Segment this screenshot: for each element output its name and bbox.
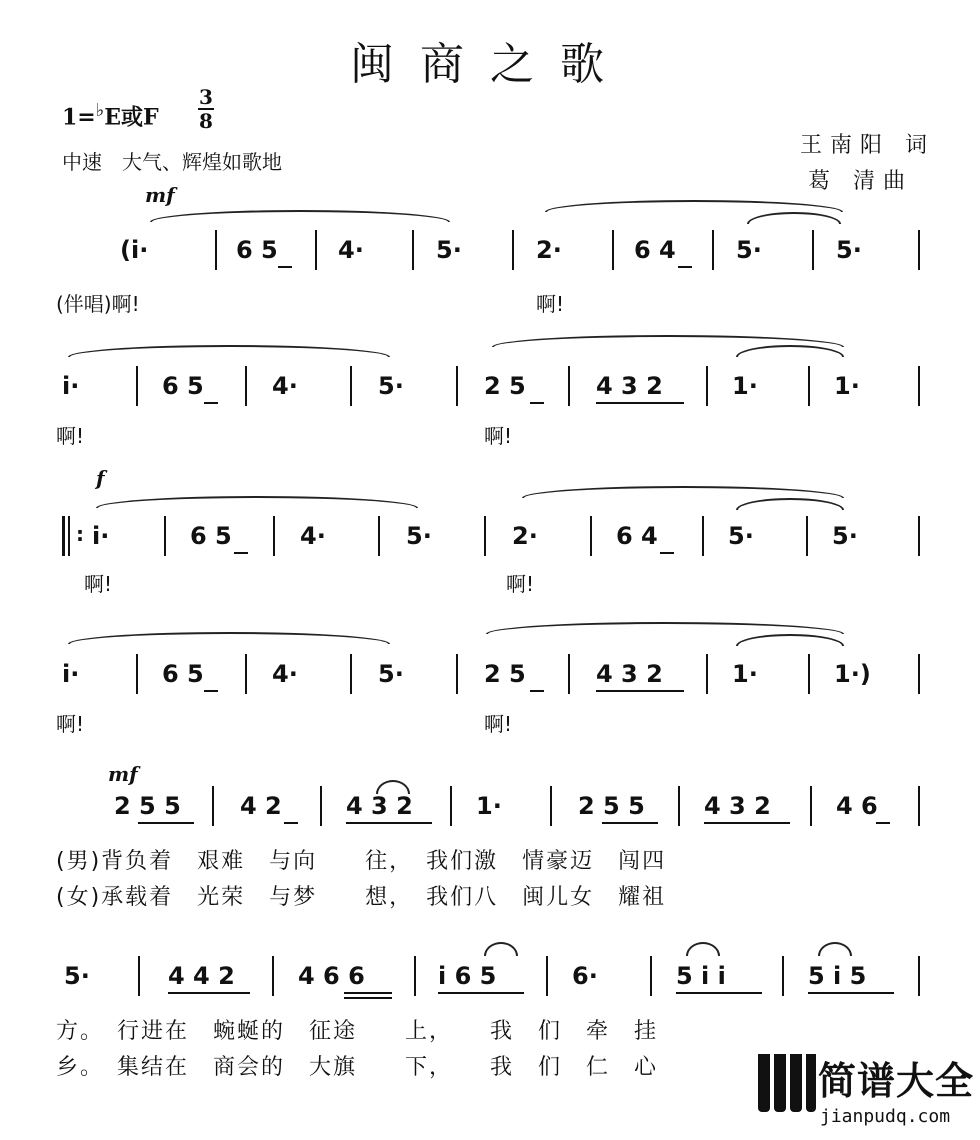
measure: 4·	[338, 236, 364, 264]
piano-icon	[758, 1054, 816, 1112]
measure: 4 6	[836, 792, 878, 820]
dynamic-mf-2: mf	[108, 762, 138, 786]
dynamic-f: f	[96, 466, 105, 490]
lyric: 啊!	[84, 572, 113, 596]
tempo-marking: 中速 大气、辉煌如歌地	[62, 150, 282, 174]
measure: 4 2	[240, 792, 282, 820]
lyric-female-2: 乡。 集结在 商会的 大旗 下， 我 们 仁 心	[56, 1055, 659, 1080]
lyric: 啊!	[506, 572, 535, 596]
lyric: 啊!	[484, 712, 513, 736]
measure: 6 5	[162, 660, 204, 688]
measure: 4 3 2	[596, 372, 663, 400]
score-row-4	[0, 660, 980, 704]
key-signature	[62, 100, 159, 131]
measure: 6·	[572, 962, 598, 990]
measure: 5·	[836, 236, 862, 264]
measure: 1·	[732, 372, 758, 400]
score-row-5	[0, 792, 980, 836]
measure: i 6 5	[438, 962, 497, 990]
lyric-male-2: 方。 行进在 蜿蜒的 征途 上， 我 们 牵 挂	[56, 1019, 659, 1044]
measure: 4·	[272, 372, 298, 400]
measure: i·	[62, 660, 80, 688]
measure: 6 5	[236, 236, 278, 264]
measure: 5·	[378, 372, 404, 400]
dynamic-mf-1: mf	[145, 183, 175, 207]
measure: 6 4	[616, 522, 658, 550]
logo-text: 简谱大全	[818, 1059, 975, 1103]
key-rest: E或F	[104, 104, 159, 131]
composer: 葛 清曲	[808, 169, 913, 194]
measure: 5·	[378, 660, 404, 688]
song-title: 闽商之歌	[350, 39, 630, 90]
measure: 2·	[512, 522, 538, 550]
lyricist: 王南阳 词	[800, 133, 935, 158]
measure: 2 5 5	[578, 792, 645, 820]
measure: 1·)	[834, 660, 871, 688]
measure: i·	[92, 522, 110, 550]
measure: i·	[62, 372, 80, 400]
key-prefix: 1=	[62, 104, 96, 131]
measure: 5 i i	[676, 962, 726, 990]
lyric: 啊!	[484, 424, 513, 448]
measure: 6 5	[162, 372, 204, 400]
measure: 5 i 5	[808, 962, 867, 990]
score-row-1	[0, 236, 980, 280]
lyric: 啊!	[56, 424, 85, 448]
lyric-male-1: (男)背负着 艰难 与向 往， 我们激 情豪迈 闯四	[56, 849, 667, 874]
measure: 4 3 2	[346, 792, 413, 820]
lyric: 啊!	[536, 292, 565, 316]
lyric-female-1: (女)承载着 光荣 与梦 想， 我们八 闽儿女 耀祖	[56, 885, 667, 910]
measure: 2 5 5	[114, 792, 181, 820]
measure: 5·	[728, 522, 754, 550]
measure: 5·	[64, 962, 90, 990]
flat-sign: ♭	[95, 100, 105, 121]
score-row-2	[0, 372, 980, 416]
site-logo[interactable]	[758, 1050, 974, 1134]
measure: (i·	[120, 236, 149, 264]
measure: 1·	[834, 372, 860, 400]
time-signature	[196, 86, 216, 132]
measure: 4 4 2	[168, 962, 235, 990]
measure: 6 5	[190, 522, 232, 550]
time-top: 3	[199, 85, 213, 109]
measure: 5·	[832, 522, 858, 550]
logo-url: jianpudq.com	[820, 1106, 951, 1127]
measure: 4·	[300, 522, 326, 550]
measure: 6 4	[634, 236, 676, 264]
measure: 2·	[536, 236, 562, 264]
score-row-6	[0, 962, 980, 1006]
measure: 5·	[406, 522, 432, 550]
measure: 4 3 2	[596, 660, 663, 688]
repeat-dots: :	[76, 522, 84, 546]
measure: 2 5	[484, 660, 526, 688]
measure: 1·	[476, 792, 502, 820]
measure: 5·	[736, 236, 762, 264]
measure: 4·	[272, 660, 298, 688]
measure: 1·	[732, 660, 758, 688]
measure: 5·	[436, 236, 462, 264]
lyric: (伴唱)啊!	[56, 292, 140, 316]
measure: 4 3 2	[704, 792, 771, 820]
time-bottom: 8	[199, 109, 213, 133]
score-row-3	[0, 522, 980, 566]
lyric: 啊!	[56, 712, 85, 736]
measure: 2 5	[484, 372, 526, 400]
measure: 4 6 6	[298, 962, 365, 990]
